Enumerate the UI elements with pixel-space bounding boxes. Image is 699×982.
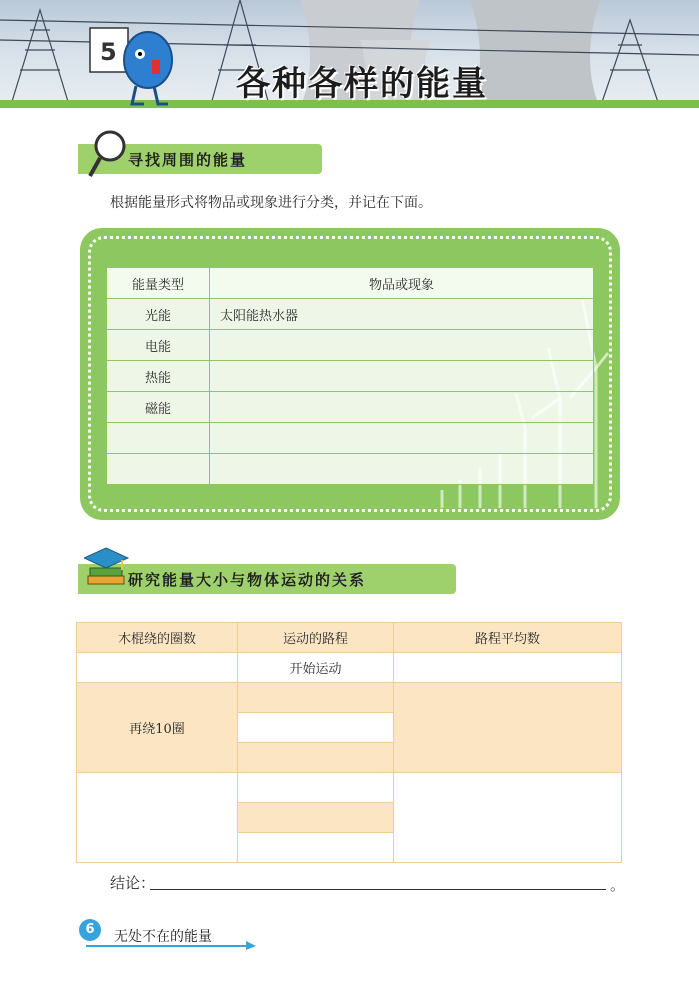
instruction-text: 根据能量形式将物品或现象进行分类，并记在下面。 (110, 195, 432, 211)
magnifier-icon (86, 128, 130, 178)
energy-type-cell: 光能 (107, 299, 210, 330)
start-motion-cell: 开始运动 (238, 653, 394, 683)
turns-cell: 再绕10圈 (77, 683, 238, 773)
turns-cell[interactable] (77, 773, 238, 863)
unit-number: 5 (100, 38, 117, 66)
table-row (107, 392, 594, 423)
books-graduation-cap-icon (84, 546, 130, 596)
section-heading-find-energy (78, 144, 322, 174)
average-cell[interactable] (394, 683, 622, 773)
turns-cell[interactable] (77, 653, 238, 683)
energy-type-cell: 磁能 (107, 392, 210, 423)
footer-arrow-icon (86, 936, 256, 950)
average-cell[interactable] (394, 653, 622, 683)
energy-type-cell[interactable] (107, 454, 210, 485)
section-heading-label: 研究能量大小与物体运动的关系 (128, 571, 367, 589)
average-cell[interactable] (394, 773, 622, 863)
conclusion-label: 结论： (110, 874, 156, 892)
energy-type-cell[interactable] (107, 423, 210, 454)
column-header: 运动的路程 (238, 623, 394, 653)
table-row (107, 330, 594, 361)
section-heading-label: 寻找周围的能量 (128, 151, 248, 169)
table-header-row (77, 623, 622, 653)
section-heading-energy-motion (78, 564, 456, 594)
conclusion-input-line[interactable] (150, 889, 606, 890)
page-number-badge: 6 (79, 919, 101, 941)
phenomenon-cell[interactable]: 太阳能热水器 (210, 299, 594, 330)
distance-cell[interactable] (238, 803, 394, 833)
column-header: 木棍绕的圈数 (77, 623, 238, 653)
distance-cell[interactable] (238, 683, 394, 713)
energy-type-cell: 电能 (107, 330, 210, 361)
page-title: 各种各样的能量 (236, 64, 488, 104)
distance-cell[interactable] (238, 773, 394, 803)
table-row (107, 299, 594, 330)
conclusion-period: 。 (610, 876, 626, 894)
motion-record-table (76, 622, 622, 863)
table-row (77, 653, 622, 683)
table-row (77, 773, 622, 803)
distance-cell[interactable] (238, 713, 394, 743)
column-header: 能量类型 (107, 268, 210, 299)
mascot-icon (88, 20, 188, 110)
table-row (107, 361, 594, 392)
energy-type-table (106, 267, 594, 485)
phenomenon-cell[interactable] (210, 330, 594, 361)
phenomenon-cell[interactable] (210, 361, 594, 392)
phenomenon-cell[interactable] (210, 392, 594, 423)
column-header: 路程平均数 (394, 623, 622, 653)
distance-cell[interactable] (238, 833, 394, 863)
chapter-title: 无处不在的能量 (114, 929, 212, 945)
table-row (107, 454, 594, 485)
phenomenon-cell[interactable] (210, 423, 594, 454)
table-row (77, 683, 622, 713)
distance-cell[interactable] (238, 743, 394, 773)
table-header-row (107, 268, 594, 299)
energy-type-cell: 热能 (107, 361, 210, 392)
table-row (107, 423, 594, 454)
phenomenon-cell[interactable] (210, 454, 594, 485)
column-header: 物品或现象 (210, 268, 594, 299)
